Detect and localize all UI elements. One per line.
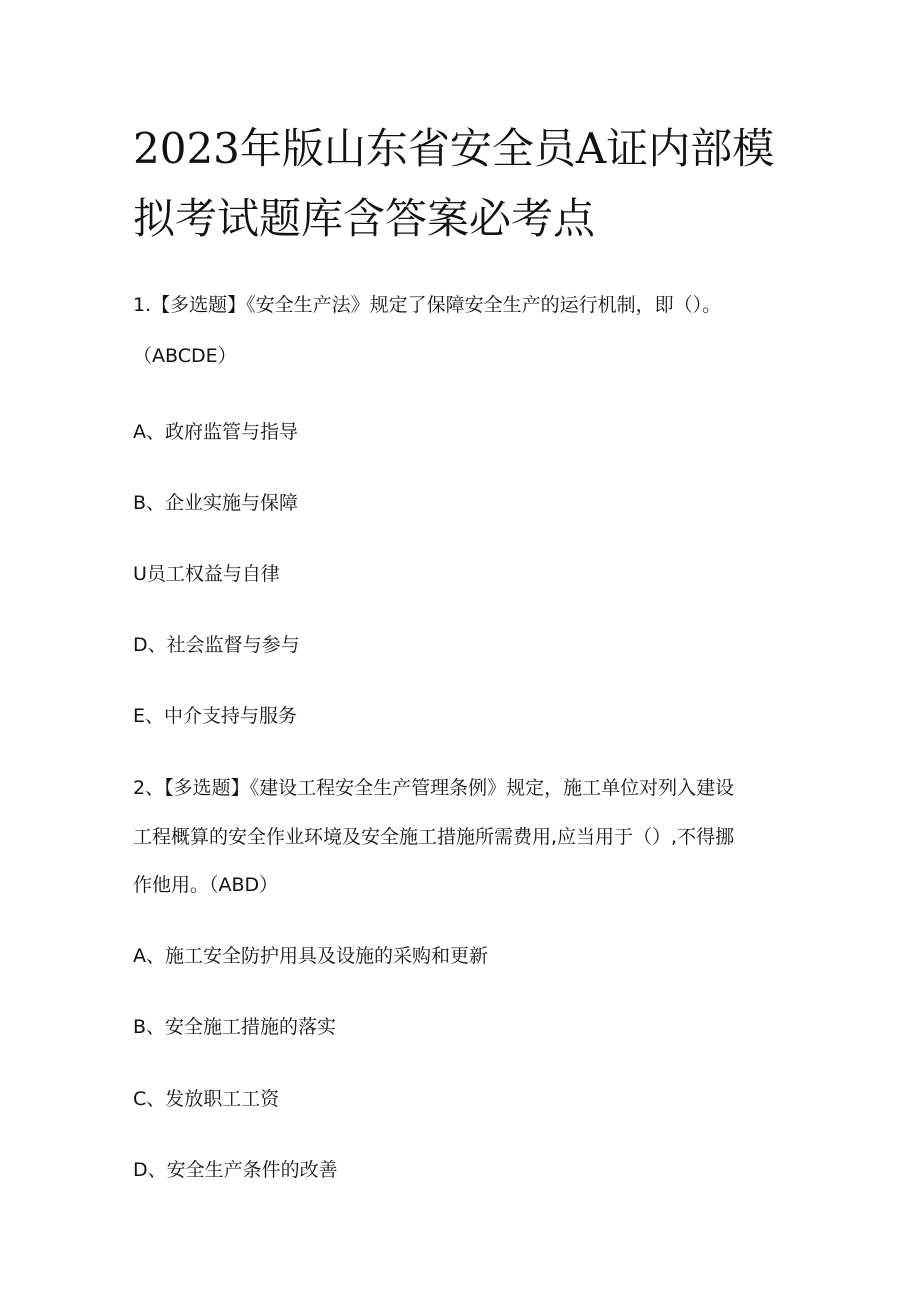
question-1-stem-line-2: （ABCDE） [133,345,237,367]
question-1-option-a: A、政府监管与指导 [133,421,298,443]
question-2-stem-line-3: 作他用。（ABD） [133,874,279,896]
question-1-option-d: D、社会监督与参与 [133,634,300,656]
question-2-option-c: C、发放职工工资 [133,1088,280,1110]
question-1-option-c: U员工权益与自律 [133,563,280,585]
question-2-option-b: B、安全施工措施的落实 [133,1016,337,1038]
question-2-option-a: A、施工安全防护用具及设施的采购和更新 [133,945,488,967]
question-1-option-b: B、企业实施与保障 [133,492,299,514]
question-2-stem-line-1: 2、【多选题】《建设工程安全生产管理条例》规定，施工单位对列入建设 [133,777,735,799]
question-2-stem-line-2: 工程概算的安全作业环境及安全施工措施所需费用,应当用于（）,不得挪 [133,826,735,848]
question-1-stem-line-1: 1.【多选题】《安全生产法》规定了保障安全生产的运行机制，即（）。 [133,294,722,316]
document-title-line-1: 2023年版山东省安全员A证内部模 [133,124,775,173]
document-title-line-2: 拟考试题库含答案必考点 [133,194,596,243]
question-1-option-e: E、中介支持与服务 [133,705,298,727]
question-2-option-d: D、安全生产条件的改善 [133,1159,338,1181]
